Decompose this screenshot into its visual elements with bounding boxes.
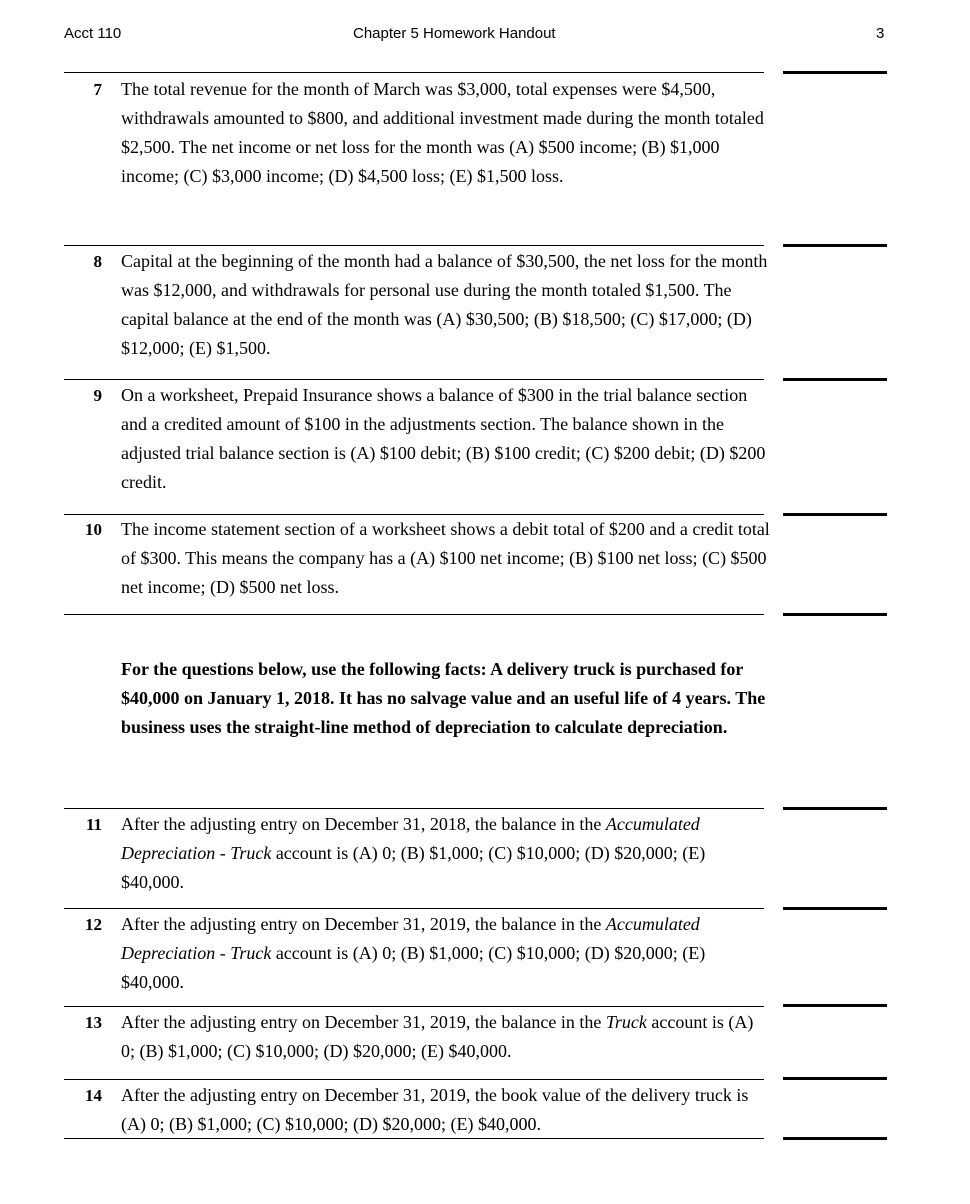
- answer-blank-14[interactable]: [783, 1077, 887, 1080]
- question-number: 7: [93, 80, 102, 99]
- question-divider: [64, 1138, 764, 1139]
- answer-blank-separator[interactable]: [783, 613, 887, 616]
- answer-blank-7[interactable]: [783, 71, 887, 74]
- answer-blank-10[interactable]: [783, 513, 887, 516]
- account-name: Accumulated Depreciation - Truck: [121, 914, 700, 963]
- facts-paragraph: For the questions below, use the following facts: A delivery truck is purchased for $40,000 on January 1, 2018. It has no salvage value and an useful life of 4 years. The business uses the straight-line method of depreciation to calculate depreciation.: [121, 659, 766, 737]
- question-divider: [64, 72, 764, 73]
- question-divider: [64, 245, 764, 246]
- question-text: On a worksheet, Prepaid Insurance shows a balance of $300 in the trial balance section and a credited amount of $100 in the adjustments section. The balance shown in the adjusted trial balance section is (A) $100 debit; (B) $100 credit; (C) $200 debit; (D) $200 credit.: [121, 385, 766, 492]
- account-name: Truck: [605, 1012, 647, 1032]
- answer-blank-end[interactable]: [783, 1137, 887, 1140]
- question-number: 14: [85, 1086, 102, 1105]
- answer-blank-11[interactable]: [783, 807, 887, 810]
- answer-blank-8[interactable]: [783, 244, 887, 247]
- question-divider: [64, 379, 764, 380]
- question-text: The income statement section of a worksheet shows a debit total of $200 and a credit total of $300. This means the company has a (A) $100 net income; (B) $100 net loss; (C) $500 net income; (D) $500 net loss.: [121, 519, 770, 597]
- answer-blank-12[interactable]: [783, 907, 887, 910]
- question-divider: [64, 808, 764, 809]
- question-text: Capital at the beginning of the month had a balance of $30,500, the net loss for the month was $12,000, and withdrawals for personal use during the month totaled $1,500. The capital balance at the end of the month was (A) $30,500; (B) $18,500; (C) $17,000; (D) $12,000; (E) $1,500.: [121, 251, 768, 358]
- question-number: 8: [93, 252, 102, 271]
- question-divider: [64, 1006, 764, 1007]
- question-number: 12: [85, 915, 102, 934]
- question-number: 10: [85, 520, 102, 539]
- question-text: After the adjusting entry on December 31, 2018, the balance in the Accumulated Depreciation - Truck account is (A) 0; (B) $1,000; (C) $10,000; (D) $20,000; (E) $40,000.: [121, 814, 706, 892]
- question-divider: [64, 908, 764, 909]
- question-number: 11: [85, 815, 102, 834]
- course-code: Acct 110: [64, 25, 122, 42]
- question-divider: [64, 1079, 764, 1080]
- section-divider: [64, 614, 764, 615]
- question-number: 13: [85, 1013, 102, 1032]
- question-number: 9: [93, 386, 102, 405]
- account-name: Accumulated Depreciation - Truck: [121, 814, 700, 863]
- answer-blank-9[interactable]: [783, 378, 887, 381]
- question-text: After the adjusting entry on December 31, 2019, the book value of the delivery truck is (A) 0; (B) $1,000; (C) $10,000; (D) $20,000; (E) $40,000.: [121, 1085, 749, 1134]
- answer-blank-13[interactable]: [783, 1004, 887, 1007]
- page-number: 3: [876, 25, 885, 42]
- handout-title: Chapter 5 Homework Handout: [353, 25, 556, 42]
- question-text: After the adjusting entry on December 31, 2019, the balance in the Truck account is (A) 0; (B) $1,000; (C) $10,000; (D) $20,000; (E) $40,000.: [121, 1012, 754, 1061]
- question-text: After the adjusting entry on December 31, 2019, the balance in the Accumulated Depreciation - Truck account is (A) 0; (B) $1,000; (C) $10,000; (D) $20,000; (E) $40,000.: [121, 914, 706, 992]
- question-text: The total revenue for the month of March was $3,000, total expenses were $4,500, withdrawals amounted to $800, and additional investment made during the month totaled $2,500. The net income or net loss for the month was (A) $500 income; (B) $1,000 income; (C) $3,000 income; (D) $4,500 loss; (E) $1,500 loss.: [121, 79, 764, 186]
